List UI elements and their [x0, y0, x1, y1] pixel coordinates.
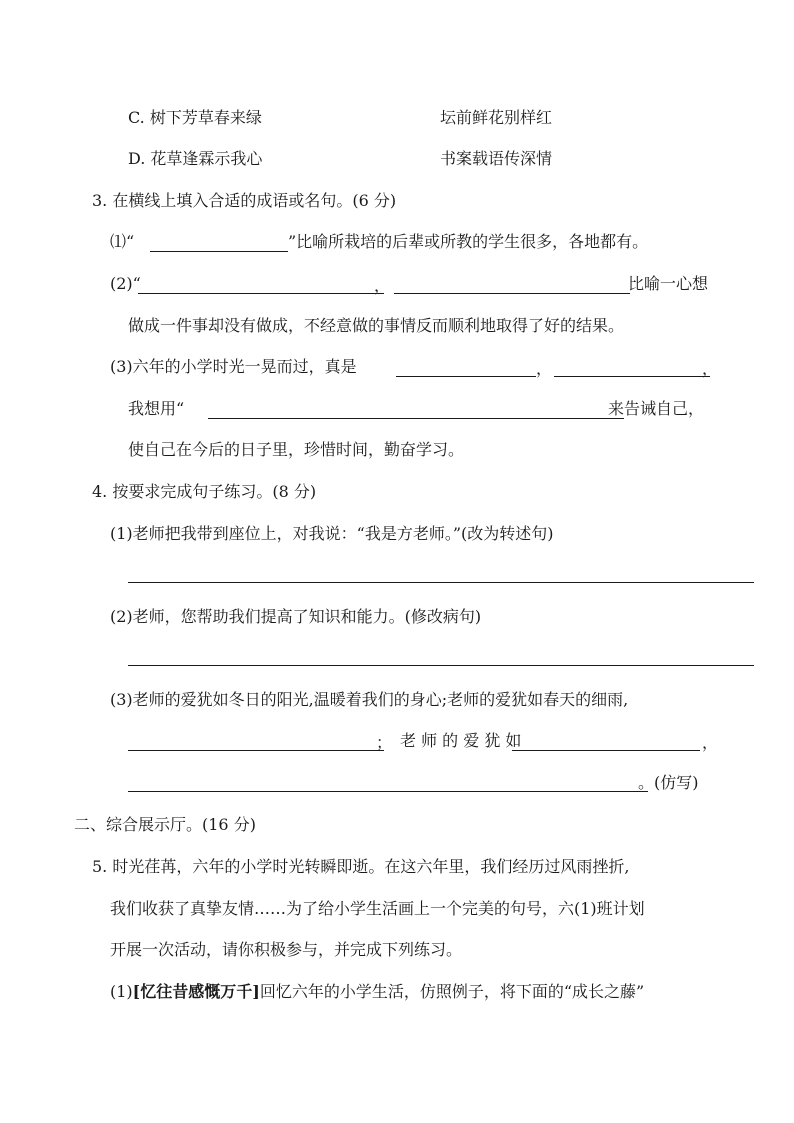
q4-p2-answer-line[interactable] [128, 665, 754, 666]
q3-p1-text: ”比喻所栽培的后辈或所教的学生很多，各地都有。 [288, 232, 649, 251]
option-c-left: C. 树下芳草春来绿 [128, 108, 262, 127]
q5-line-4 [110, 982, 644, 1002]
q4-p2: (2)老师，您帮助我们提高了知识和能力。(修改病句) [110, 607, 482, 626]
q3-p1-num: ⑴“ [110, 232, 135, 251]
option-c-right: 坛前鲜花别样红 [440, 108, 553, 127]
q3-p3-comma-2: ， [702, 359, 719, 378]
q3-p3-blank-1[interactable] [396, 376, 536, 377]
q4-p3-mid: 老 师 的 爱 犹 如 [400, 731, 522, 750]
q4-p3-comma: ， [702, 733, 719, 752]
q4-p3-semicolon: ； [376, 733, 393, 752]
q3-p1-blank[interactable] [150, 251, 288, 252]
q4-title: 4. 按要求完成句子练习。(8 分) [92, 482, 317, 501]
q4-p1-answer-line[interactable] [128, 582, 754, 583]
q3-p3-d: 使自己在今后的日子里，珍惜时间，勤奋学习。 [128, 440, 465, 459]
q5-sub1-num: (1) [110, 982, 133, 1001]
option-d-right: 书案载语传深情 [440, 149, 553, 168]
q3-p2-blank-2[interactable] [394, 293, 630, 294]
q4-p3: (3)老师的爱犹如冬日的阳光,温暖着我们的身心;老师的爱犹如春天的细雨, [110, 690, 629, 709]
q5-sub1-heading: [忆往昔感慨万千] [132, 982, 260, 1001]
q3-p3-b: 我想用“ [128, 399, 185, 418]
q3-p2-num: (2)“ [110, 274, 141, 293]
q5-line-2: 我们收获了真挚友情……为了给小学生活画上一个完美的句号，六(1)班计划 [110, 899, 645, 918]
q4-p3-blank-3[interactable] [128, 791, 648, 792]
q4-p3-end: 。(仿写) [638, 773, 699, 792]
q3-p3-a: (3)六年的小学时光一晃而过，真是 [110, 357, 357, 376]
q3-p2-cont: 做成一件事却没有做成，不经意做的事情反而顺利地取得了好的结果。 [128, 316, 625, 335]
q4-p3-blank-2[interactable] [512, 750, 700, 751]
q4-p1: (1)老师把我带到座位上，对我说：“我是方老师。”(改为转述句) [110, 524, 554, 543]
q3-p2-comma: ， [374, 276, 391, 295]
q3-p3-c: 来告诫自己， [608, 399, 705, 418]
option-d-left: D. 花草逢霖示我心 [128, 149, 263, 168]
q3-p2-text: 比喻一心想 [628, 274, 709, 293]
q3-p3-comma-1: ， [536, 359, 553, 378]
q5-sub1-text: 回忆六年的小学生活，仿照例子，将下面的“成长之藤” [259, 982, 645, 1001]
q3-p3-blank-2[interactable] [554, 376, 710, 377]
q5-line-1: 5. 时光荏苒，六年的小学时光转瞬即逝。在这六年里，我们经历过风雨挫折, [92, 857, 630, 876]
q4-p3-blank-1[interactable] [128, 750, 384, 751]
q3-title: 3. 在横线上填入合适的成语或名句。(6 分) [92, 191, 397, 210]
q5-line-3: 开展一次活动，请你积极参与，并完成下列练习。 [110, 940, 463, 959]
q3-p3-blank-3[interactable] [208, 418, 624, 419]
q3-p2-blank-1[interactable] [138, 293, 384, 294]
section-2-title: 二、综合展示厅。(16 分) [74, 815, 256, 834]
